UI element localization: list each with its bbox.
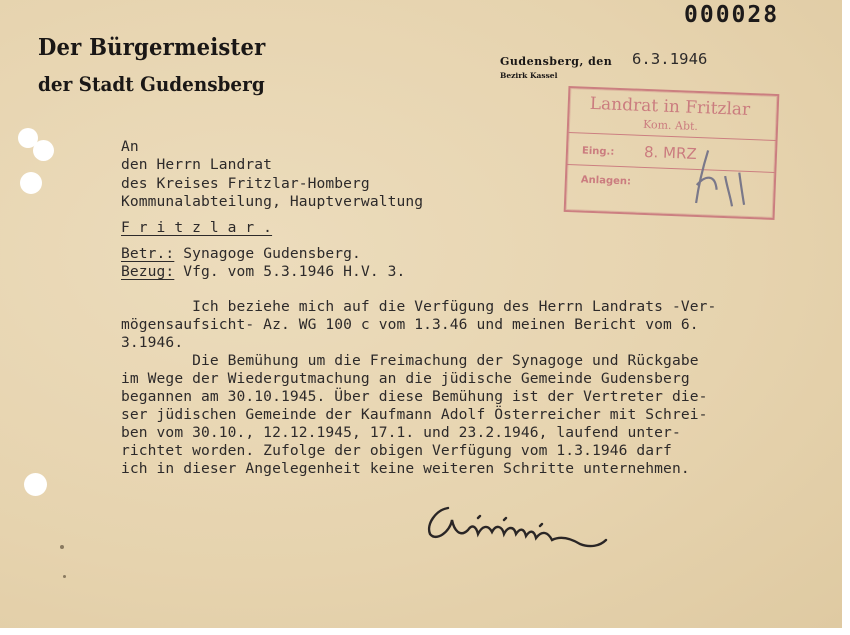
- document-number: 000028: [684, 2, 780, 28]
- body-line: ich in dieser Angelegenheit keine weiteren Schritte unternehmen.: [121, 460, 690, 477]
- punch-hole: [33, 140, 54, 161]
- betr-label: Betr.:: [121, 245, 175, 262]
- stamp-eing-label: Eing.:: [581, 145, 615, 158]
- punch-hole: [20, 172, 42, 194]
- body-line: begannen am 30.10.1945. Über diese Bemühung ist der Vertreter die-: [121, 388, 708, 405]
- district-label: Bezirk Kassel: [500, 71, 558, 80]
- betr-text: Synagoge Gudensberg.: [174, 245, 361, 262]
- body-line: 3.1946.: [121, 334, 184, 351]
- place-label: Gudensberg, den: [500, 55, 613, 68]
- body-line: ser jüdischen Gemeinde der Kaufmann Adolf Österreicher mit Schrei-: [121, 406, 708, 423]
- body-line: ben vom 30.10., 12.12.1945, 17.1. und 23.2.1946, laufend unter-: [121, 424, 681, 441]
- body-line: mögensaufsicht- Az. WG 100 c vom 1.3.46 und meinen Bericht vom 6.: [121, 316, 699, 333]
- recipient-line: des Kreises Fritzlar-Homberg: [121, 175, 370, 192]
- bezug-label: Bezug:: [121, 263, 175, 280]
- recipient-city: F r i t z l a r .: [121, 219, 273, 236]
- body-line: Ich beziehe mich auf die Verfügung des Herrn Landrats -Ver-: [121, 298, 717, 315]
- body-line: im Wege der Wiedergutmachung an die jüdische Gemeinde Gudensberg: [121, 370, 690, 387]
- paper-edge-spot: [63, 575, 66, 578]
- punch-hole: [24, 473, 47, 496]
- stamp-department: Kom. Abt.: [642, 117, 699, 133]
- stamp-authority: Landrat in Fritzlar: [589, 93, 751, 120]
- reference-line: [121, 263, 405, 280]
- bezug-text: Vfg. vom 5.3.1946 H.V. 3.: [174, 263, 406, 280]
- received-stamp: [564, 86, 780, 220]
- sender-title: Der Bürgermeister: [38, 34, 266, 61]
- stamp-date: 8. MRZ: [643, 142, 698, 163]
- stamp-initials-mark: [690, 145, 762, 213]
- handwritten-signature: [420, 490, 620, 560]
- recipient-line: An: [121, 138, 139, 155]
- body-line: Die Bemühung um die Freimachung der Synagoge und Rückgabe: [121, 352, 699, 369]
- recipient-line: den Herrn Landrat: [121, 156, 273, 173]
- body-line: richtet worden. Zufolge der obigen Verfügung vom 1.3.1946 darf: [121, 442, 672, 459]
- subject-line: [121, 245, 361, 262]
- sender-city: der Stadt Gudensberg: [38, 72, 265, 96]
- paper-edge-spot: [60, 545, 64, 549]
- stamp-anlagen-label: Anlagen:: [580, 174, 632, 188]
- letter-date: 6.3.1946: [632, 50, 708, 68]
- recipient-line: Kommunalabteilung, Hauptverwaltung: [121, 193, 424, 210]
